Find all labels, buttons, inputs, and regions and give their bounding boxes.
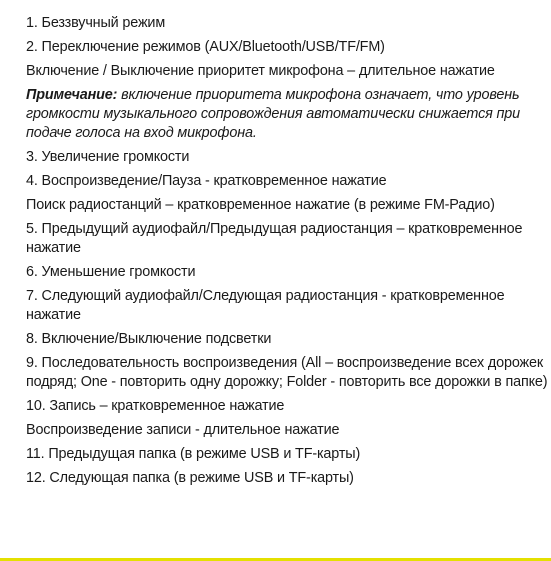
item-next-track: 7. Следующий аудиофайл/Следующая радиостанция - кратковременное нажатие bbox=[26, 288, 505, 323]
document-body bbox=[26, 14, 551, 493]
item-radio-search: Поиск радиостанций – кратковременное нажатие (в режиме FM-Радио) bbox=[26, 197, 495, 213]
item-backlight: 8. Включение/Выключение подсветки bbox=[26, 331, 272, 347]
item-volume-down: 6. Уменьшение громкости bbox=[26, 264, 196, 280]
item-play-pause: 4. Воспроизведение/Пауза - кратковременное нажатие bbox=[26, 173, 387, 189]
item-volume-up: 3. Увеличение громкости bbox=[26, 149, 190, 165]
item-playback-order: 9. Последовательность воспроизведения (All – воспроизведение всех дорожек подряд; One - повторить одну дорожку; Folder - повторить все дорожки в папке) bbox=[26, 355, 548, 390]
item-play-recording: Воспроизведение записи - длительное нажатие bbox=[26, 422, 340, 438]
note-text: включение приоритета микрофона означает, что уровень громкости музыкального сопровождения автоматически снижается при подаче голоса на вход микрофона. bbox=[26, 87, 521, 141]
item-record: 10. Запись – кратковременное нажатие bbox=[26, 398, 285, 414]
item-mute: 1. Беззвучный режим bbox=[26, 15, 166, 31]
note-label: Примечание: bbox=[26, 87, 118, 103]
item-mode-switch: 2. Переключение режимов (AUX/Bluetooth/USB/TF/FM) bbox=[26, 39, 385, 55]
item-next-folder: 12. Следующая папка (в режиме USB и TF-карты) bbox=[26, 470, 354, 486]
item-previous-folder: 11. Предыдущая папка (в режиме USB и TF-карты) bbox=[26, 446, 361, 462]
item-mic-priority: Включение / Выключение приоритет микрофона – длительное нажатие bbox=[26, 63, 495, 79]
note-paragraph bbox=[26, 86, 551, 143]
item-previous-track: 5. Предыдущий аудиофайл/Предыдущая радиостанция – кратковременное нажатие bbox=[26, 221, 523, 256]
